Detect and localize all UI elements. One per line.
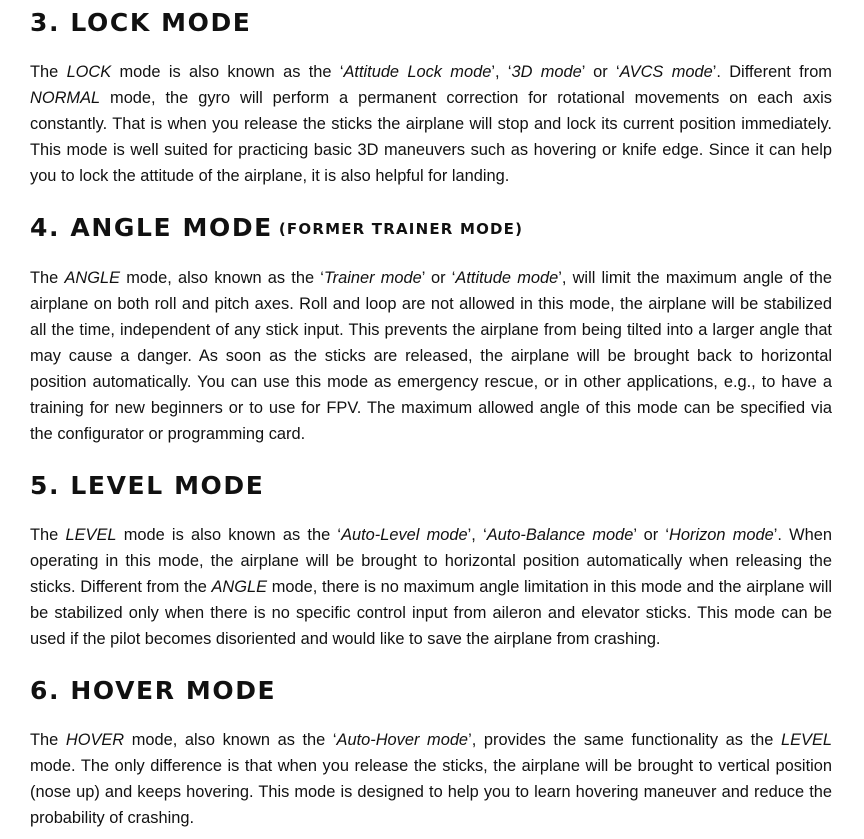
heading-angle-mode (30, 213, 832, 244)
text-run: ’. Different from (712, 63, 832, 81)
text-run-italic: LOCK (66, 63, 112, 81)
text-run: mode. The only difference is that when you release the sticks, the airplane will be brought to vertical position (nose up) and keeps hovering. This mode is designed to help you to learn hovering maneuver and reduce the probability of crashing. (30, 757, 832, 827)
text-run-italic: Attitude Lock mode (343, 63, 492, 81)
text-run-italic: Auto-Hover mode (336, 731, 469, 749)
heading-lock-mode: 3. LOCK MODE (30, 8, 252, 37)
text-run-italic: Horizon mode (669, 526, 774, 544)
section-angle-mode (30, 213, 832, 447)
text-run: mode, also known as the ‘ (124, 731, 337, 749)
text-run: ’, will limit the maximum angle of the airplane on both roll and pitch axes. Roll and loop are not allowed in this mode, the airplane will be stabilized all the time, independent of any stick input. This prevents the airplane from being tilted into a larger angle that may cause a danger. As soon as the sticks are released, the airplane will be brought back to horizontal position automatically. You can use this mode as emergency rescue, or in other applications, e.g., to have a training for new beginners or to use for FPV. The maximum allowed angle of this mode can be specified via the configurator or programming card. (30, 269, 832, 443)
paragraph-hover-mode (30, 727, 832, 831)
paragraph-level-mode (30, 522, 832, 652)
text-run: The (30, 526, 66, 544)
section-hover-mode (30, 676, 832, 831)
paragraph-angle-mode (30, 265, 832, 447)
text-run-italic: AVCS mode (619, 63, 713, 81)
text-run: mode is also known as the ‘ (111, 63, 344, 81)
heading-hover-mode: 6. HOVER MODE (30, 676, 277, 705)
text-run: The (30, 731, 66, 749)
text-run: ’, ‘ (491, 63, 512, 81)
section-lock-mode (30, 8, 832, 189)
text-run-italic: NORMAL (30, 89, 101, 107)
text-run-italic: Auto-Level mode (341, 526, 468, 544)
text-run: ’ or ‘ (633, 526, 670, 544)
text-run: mode, the gyro will perform a permanent correction for rotational movements on each axis constantly. That is when you release the sticks the airplane will stop and lock its current position immediately. This mode is well suited for practicing basic 3D maneuvers such as hovering or knife edge. Since it can help you to lock the attitude of the airplane, it is also helpful for landing. (30, 89, 832, 185)
heading-level-mode: 5. LEVEL MODE (30, 471, 265, 500)
text-run: ’, ‘ (467, 526, 487, 544)
text-run-italic: ANGLE (64, 269, 121, 287)
paragraph-lock-mode (30, 59, 832, 189)
section-level-mode (30, 471, 832, 652)
text-run: ’ or ‘ (421, 269, 456, 287)
text-run-italic: HOVER (65, 731, 125, 749)
text-run-italic: Auto-Balance mode (486, 526, 634, 544)
heading-angle-mode-subtitle: (FORMER TRAINER MODE) (278, 220, 524, 238)
text-run-italic: LEVEL (780, 731, 833, 749)
text-run: mode is also known as the ‘ (116, 526, 342, 544)
heading-angle-mode-title: 4. ANGLE MODE (30, 213, 273, 242)
text-run: ’, provides the same functionality as the (468, 731, 781, 749)
text-run: mode, there is no maximum angle limitation in this mode and the airplane will be stabilized only when there is no specific control input from aileron and elevator sticks. This mode can be used if the pilot becomes disoriented and would like to save the airplane from crashing. (30, 578, 832, 648)
text-run: ’. When operating in this mode, the airplane will be brought to horizontal position automatically when releasing the sticks. Different from the (30, 526, 832, 596)
text-run: The (30, 63, 67, 81)
text-run-italic: 3D mode (511, 63, 582, 81)
text-run-italic: Attitude mode (455, 269, 559, 287)
text-run-italic: LEVEL (65, 526, 117, 544)
text-run-italic: ANGLE (211, 578, 268, 596)
text-run-italic: Trainer mode (323, 269, 422, 287)
text-run: The (30, 269, 65, 287)
text-run: mode, also known as the ‘ (120, 269, 324, 287)
text-run: ’ or ‘ (581, 63, 620, 81)
